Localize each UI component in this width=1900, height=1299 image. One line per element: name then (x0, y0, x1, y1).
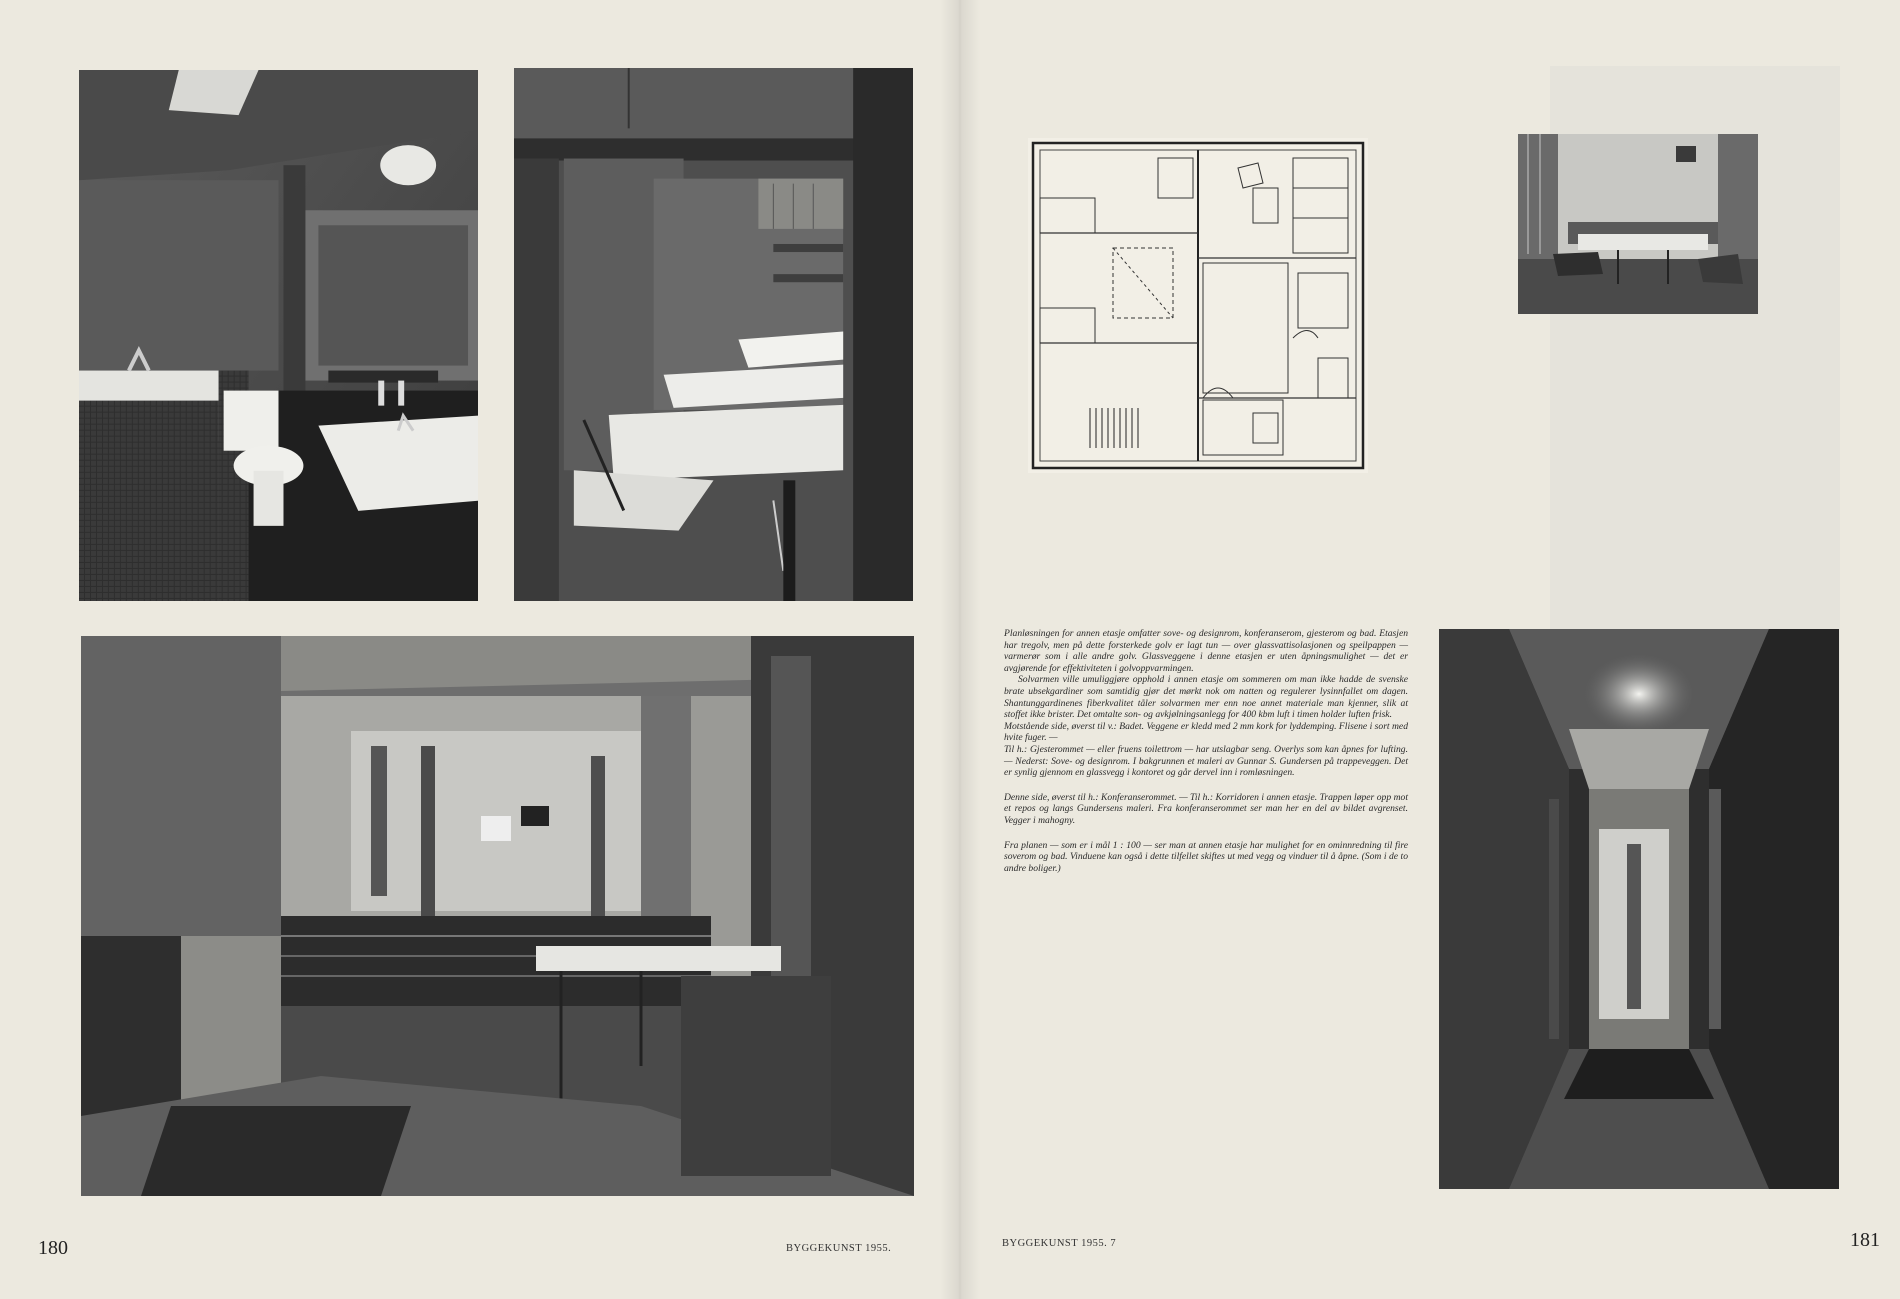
caption-paragraph-scale: Fra planen — som er i mål 1 : 100 — ser man at annen etasje har mulighet for en ominnredning til fire soverom og bad. Vinduene kan også i dette tilfellet skiftes ut med vegg og vinduer til å åpne. (Som i de to andre boliger.) (1004, 839, 1408, 874)
guest-room-photo (514, 68, 913, 601)
caption-paragraph-conference: Denne side, øverst til h.: Konferanserommet. — Til h.: Korridoren i annen etasje. Trappen løper opp mot et repos og langs Gundersens maleri. Fra konferanserommet ser man her en del av bildet avgrenset. Vegger i mahogny. (1004, 791, 1408, 826)
caption-paragraph-bath: Motstående side, øverst til v.: Badet. Veggene er kledd med 2 mm kork for lyddemping. Flisene i sort med hvite fuger. — (1004, 720, 1408, 744)
conference-room-photo (1518, 134, 1758, 314)
page-number-left: 180 (38, 1237, 68, 1259)
page-number-right: 181 (1850, 1229, 1880, 1251)
caption-paragraph-solar: Solvarmen ville umuliggjøre opphold i annen etasje om sommeren om man ikke hadde de svenske brate ubsekgardiner som samtidig gjør det mørkt nok om natten og regulerer lysinnfallet om dagen. Shantunggardinenes fiberkvalitet tåler solvarmen mer enn noe annet materiale man kjenner, slik at stoffet ikke brister. Det omtalte son- og avkjølningsanlegg for 400 kbm luft i timen holder luften frisk. (1004, 674, 1408, 721)
caption-text (1004, 628, 1408, 874)
page-gutter (940, 0, 980, 1299)
studio-photo (81, 636, 914, 1196)
running-head-left: BYGGEKUNST 1955. (786, 1243, 892, 1254)
running-head-right: BYGGEKUNST 1955. 7 (1002, 1238, 1117, 1249)
corridor-photo (1439, 629, 1839, 1189)
bathroom-photo (79, 70, 478, 601)
caption-paragraph-guest: Til h.: Gjesterommet — eller fruens toilettrom — har utslagbar seng. Overlys som kan åpnes for lufting. — Nederst: Sove- og designrom. I bakgrunnen et maleri av Gunnar S. Gundersen på trappeveggen. Det er synlig gjennom en glassvegg i kontoret og går dervel inn i romløsningen. (1004, 743, 1408, 779)
floor-plan-drawing (1028, 138, 1368, 473)
caption-paragraph-plan: Planløsningen for annen etasje omfatter sove- og designrom, konferanserom, gjesterom og bad. Etasjen har tregolv, men på dette forsterkede golv er lagt tun — over glassvattisolasjonen og speilpappen — varmerør som i alle andre golv. Glassveggene i denne etasjen er uten åpningsmulighet — det er avgjørende for effektiviteten i golvoppvarmingen. (1004, 628, 1408, 674)
